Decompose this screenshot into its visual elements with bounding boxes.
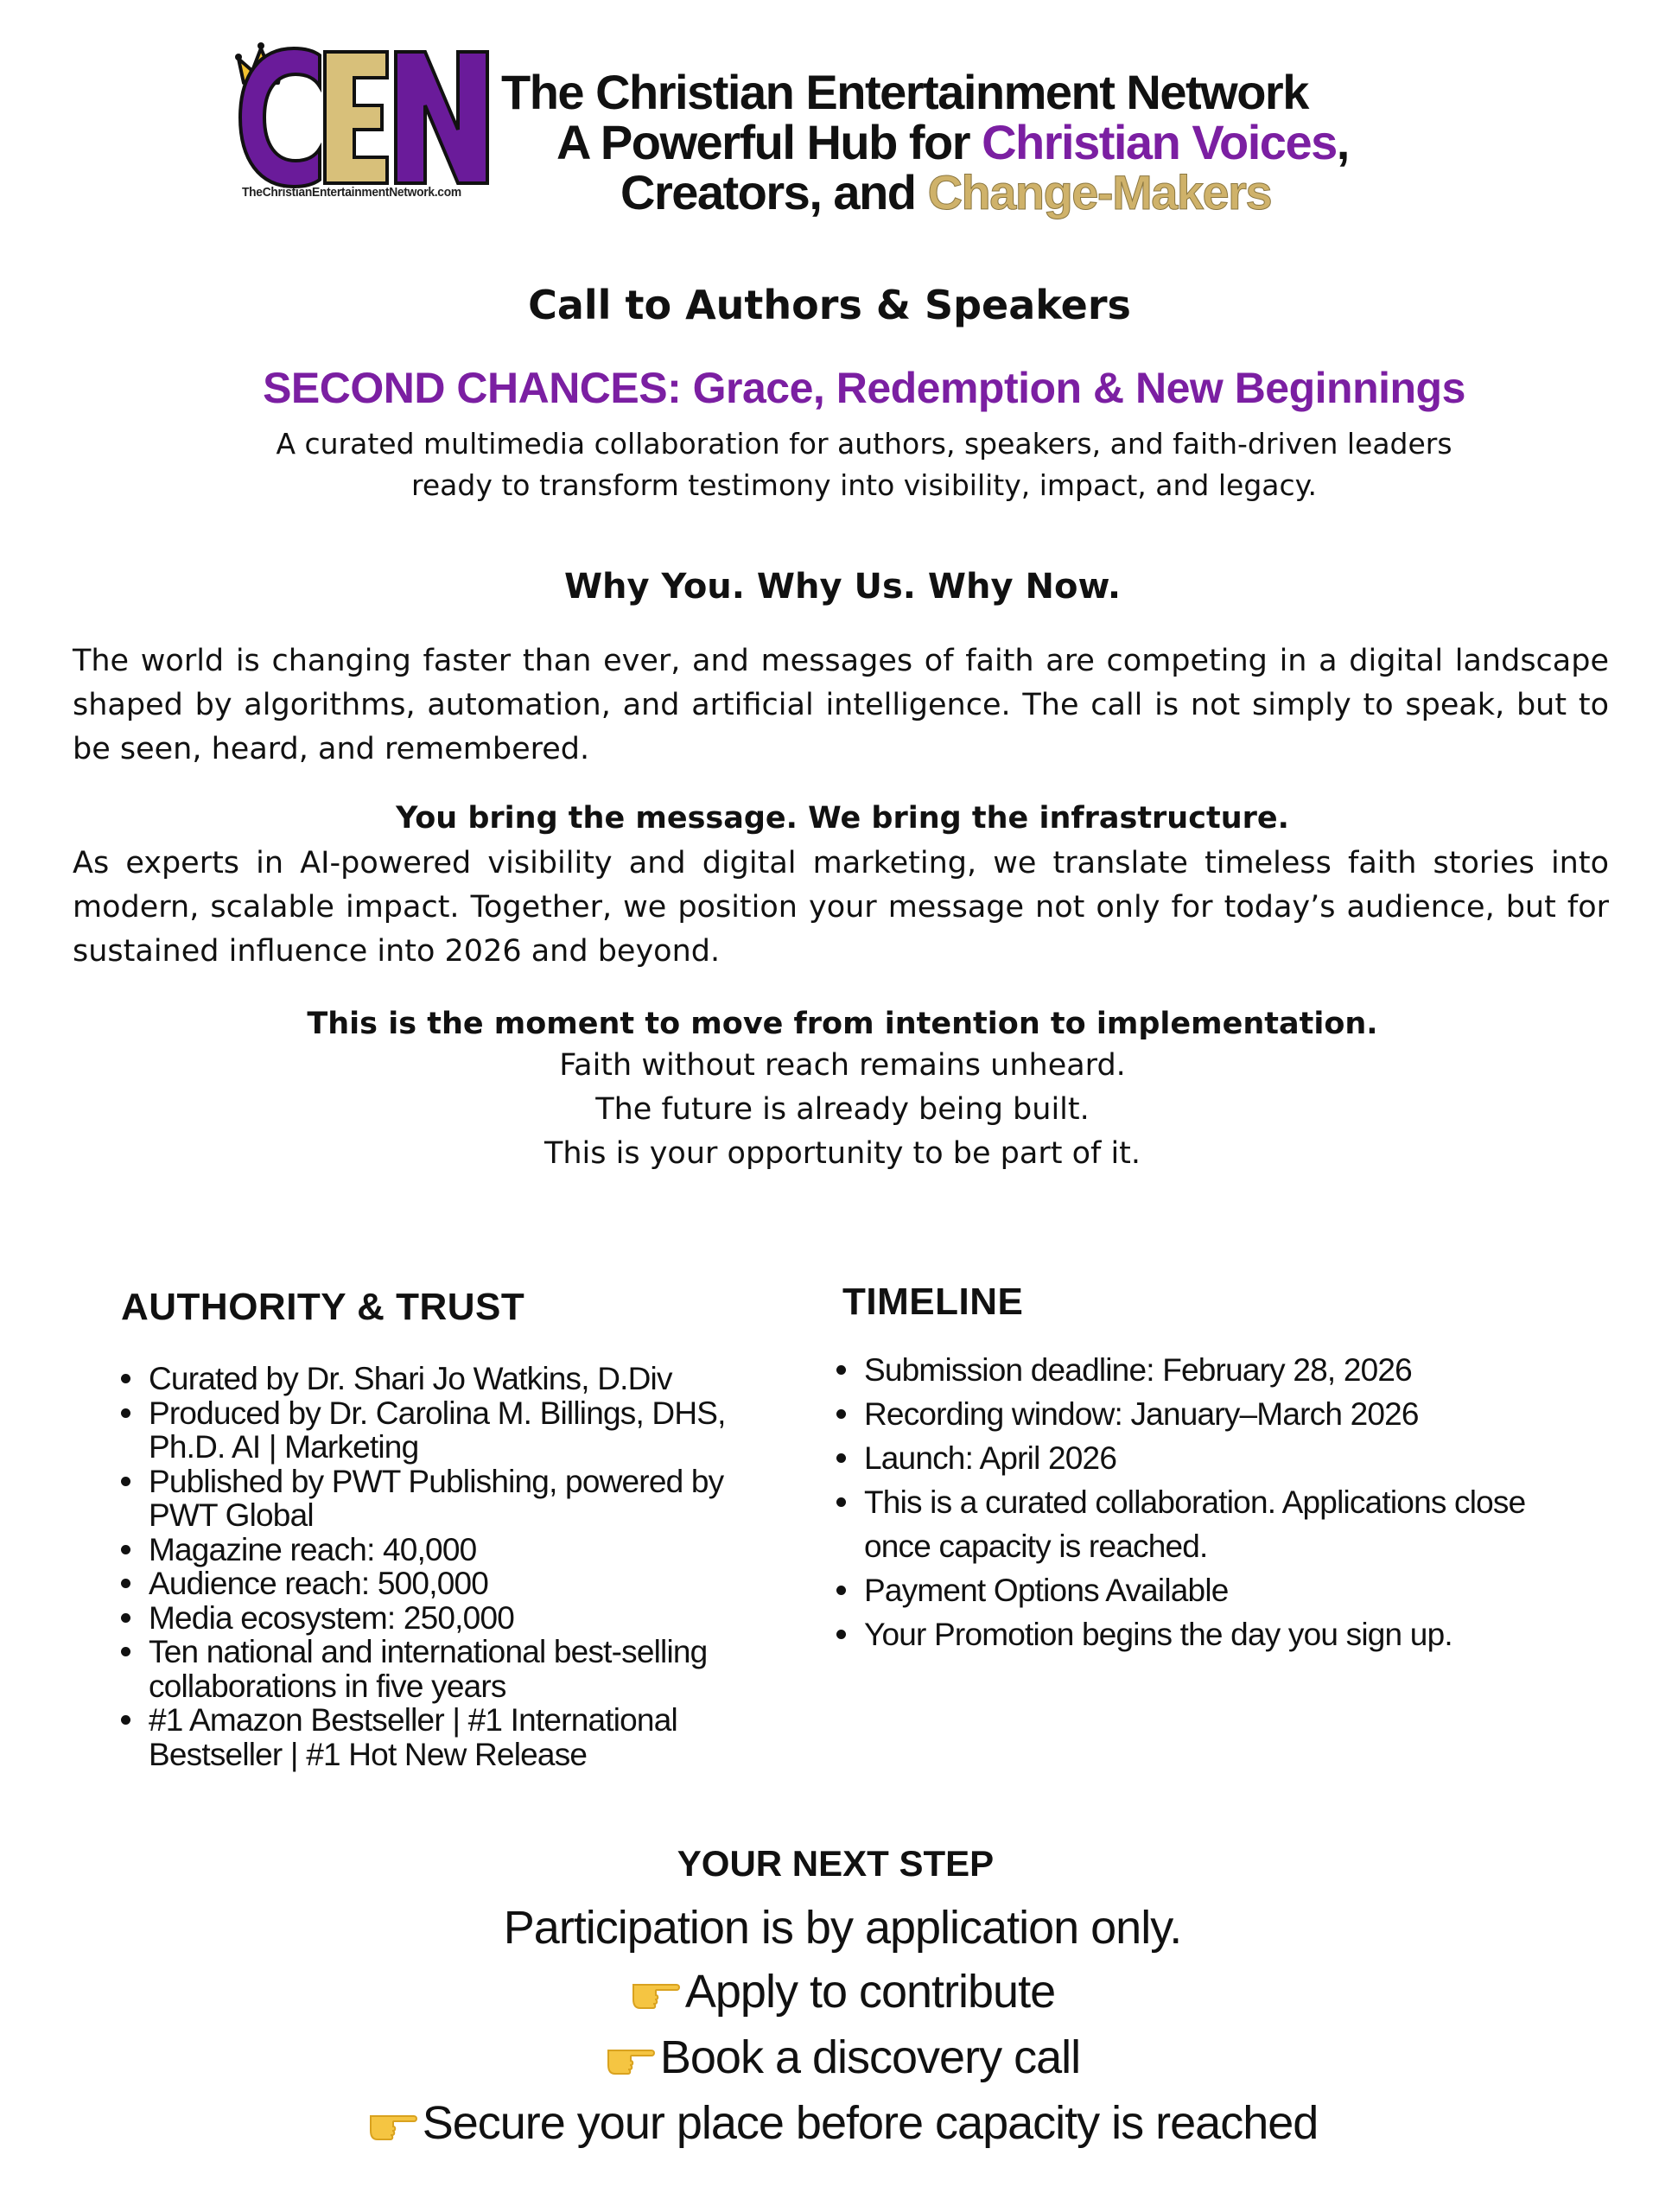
infrastructure-heading: You bring the message. We bring the infrastructure. [396, 801, 1289, 836]
header-title-block [484, 67, 1478, 218]
authority-list [121, 1362, 778, 1771]
authority-title: AUTHORITY & TRUST [121, 1286, 525, 1328]
next-step-intro: Participation is by application only. [503, 1902, 1182, 1954]
moment-line: The future is already being built. [595, 1092, 1090, 1127]
list-item: Submission deadline: February 28, 2026 [836, 1348, 1597, 1392]
cta-label: Book a discovery call [659, 2031, 1081, 2083]
list-item: Your Promotion begins the day you sign up. [836, 1612, 1597, 1656]
next-step-heading: YOUR NEXT STEP [677, 1843, 995, 1884]
list-item: This is a curated collaboration. Applications close once capacity is reached. [836, 1480, 1597, 1568]
header-tagline-line2 [484, 115, 1478, 169]
tagline-line3-prefix: Creators, and [620, 165, 928, 219]
cta-book-call [0, 2031, 1659, 2088]
intro-paragraph: The world is changing faster than ever, and messages of faith are competing in a digital landscape shaped by algorithms, automation, and artificial intelligence. The call is not simply to speak, but to be seen, heard, and remembered. [73, 644, 1609, 766]
timeline-list [836, 1348, 1597, 1656]
pointing-hand-icon [630, 1968, 682, 2022]
pointing-hand-icon [605, 2034, 657, 2088]
list-item: Media ecosystem: 250,000 [121, 1601, 778, 1636]
moment-line: Faith without reach remains unheard. [559, 1048, 1126, 1083]
list-item: Payment Options Available [836, 1568, 1597, 1612]
subtitle-line1: A curated multimedia collaboration for authors, speakers, and faith-driven leaders [276, 427, 1452, 461]
header-title: The Christian Entertainment Network [501, 65, 1308, 119]
cta-label: Secure your place before capacity is reached [422, 2097, 1319, 2149]
cen-logo [235, 33, 494, 214]
cta-secure-place [0, 2096, 1659, 2153]
call-title: Call to Authors & Speakers [528, 282, 1131, 328]
tagline-change-makers: Change-Makers [927, 165, 1272, 219]
list-item: Launch: April 2026 [836, 1436, 1597, 1480]
list-item: Recording window: January–March 2026 [836, 1392, 1597, 1436]
cta-apply [0, 1965, 1659, 2022]
cta-label: Apply to contribute [684, 1966, 1056, 2018]
header-tagline-line3 [484, 165, 1478, 219]
list-item: Ten national and international best-selling collaborations in five years [121, 1635, 778, 1703]
tagline-prefix: A Powerful Hub for [556, 115, 982, 169]
subtitle [0, 423, 1659, 506]
list-item: #1 Amazon Bestseller | #1 International Bestseller | #1 Hot New Release [121, 1703, 778, 1771]
moment-line: This is your opportunity to be part of it. [543, 1136, 1141, 1171]
cen-logo-graphic [235, 33, 494, 188]
list-item: Magazine reach: 40,000 [121, 1533, 778, 1567]
logo-url: TheChristianEntertainmentNetwork.com [242, 185, 461, 200]
timeline-title: TIMELINE [842, 1281, 1024, 1323]
why-heading: Why You. Why Us. Why Now. [563, 567, 1122, 607]
list-item: Audience reach: 500,000 [121, 1567, 778, 1601]
tagline-christian-voices: Christian Voices [982, 115, 1337, 169]
list-item: Curated by Dr. Shari Jo Watkins, D.Div [121, 1362, 778, 1396]
moment-heading: This is the moment to move from intention to implementation. [307, 1007, 1378, 1041]
subtitle-line2: ready to transform testimony into visibility, impact, and legacy. [411, 468, 1317, 502]
tagline-comma: , [1336, 115, 1349, 169]
main-title: SECOND CHANCES: Grace, Redemption & New Beginnings [263, 364, 1465, 412]
experts-paragraph: As experts in AI-powered visibility and digital marketing, we translate timeless faith stories into modern, scalable impact. Together, we position your message not only for today’s audience, but for sustained influence into 2026 and beyond. [73, 846, 1609, 969]
list-item: Published by PWT Publishing, powered by PWT Global [121, 1465, 778, 1533]
list-item: Produced by Dr. Carolina M. Billings, DHS, Ph.D. AI | Marketing [121, 1396, 778, 1465]
pointing-hand-icon [367, 2100, 419, 2153]
